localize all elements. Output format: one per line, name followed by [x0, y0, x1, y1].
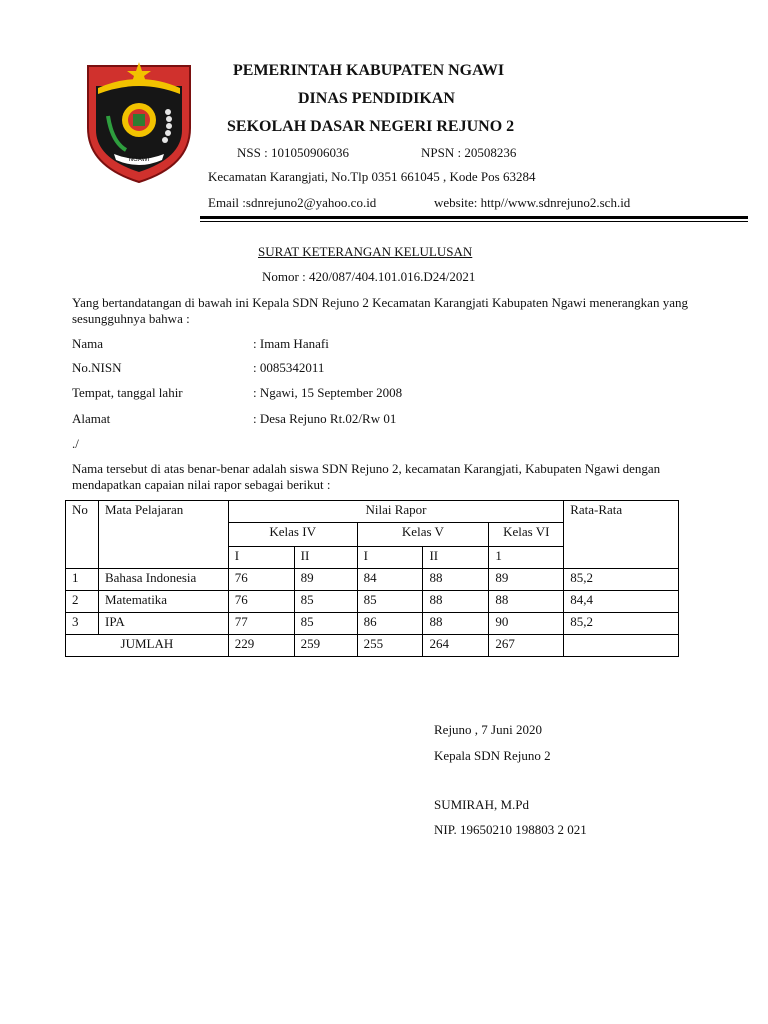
field-value-name: : Imam Hanafi [253, 336, 329, 351]
total-score: 267 [489, 635, 564, 657]
header-subject: Mata Pelajaran [98, 501, 228, 569]
header-npsn: NPSN : 20508236 [421, 145, 517, 160]
header-nss: NSS : 101050906036 [237, 145, 349, 160]
signature-nip: NIP. 19650210 198803 2 021 [434, 822, 587, 837]
table-row [66, 591, 679, 613]
header-divider-thick [200, 216, 748, 219]
letter-number: Nomor : 420/087/404.101.016.D24/2021 [262, 269, 476, 284]
table-row [66, 569, 679, 591]
semester-cell: 1 [489, 547, 564, 569]
total-label: JUMLAH [66, 635, 229, 657]
field-value-address: : Desa Rejuno Rt.02/Rw 01 [253, 411, 397, 426]
signature-place-date: Rejuno , 7 Juni 2020 [434, 722, 542, 737]
row-score: 89 [489, 569, 564, 591]
table-total-row [66, 635, 679, 657]
letter-statement: Nama tersebut di atas benar-benar adalah siswa SDN Rejuno 2, kecamatan Karangjati, Kabupaten Ngawi dengan mendapatkan capaian nilai rapor sebagai berikut : [72, 461, 661, 492]
row-subject: Matematika [98, 591, 228, 613]
row-score: 76 [228, 591, 294, 613]
signature-name: SUMIRAH, M.Pd [434, 797, 529, 812]
letter-intro: Yang bertandatangan di bawah ini Kepala SDN Rejuno 2 Kecamatan Karangjati Kabupaten Ngawi menerangkan yang sesungguhnya bahwa : [72, 295, 688, 326]
field-label-nisn: No.NISN [72, 360, 122, 375]
total-score: 255 [357, 635, 423, 657]
row-no: 1 [66, 569, 99, 591]
header-divider-thin [200, 221, 748, 222]
semester-cell: II [294, 547, 357, 569]
grades-table [65, 500, 679, 657]
table-row [66, 613, 679, 635]
field-value-birth: : Ngawi, 15 September 2008 [253, 385, 403, 400]
row-score: 88 [423, 613, 489, 635]
semester-cell: I [357, 547, 423, 569]
row-score: 88 [489, 591, 564, 613]
row-average: 84,4 [564, 591, 679, 613]
signature-position: Kepala SDN Rejuno 2 [434, 748, 551, 763]
row-average: 85,2 [564, 569, 679, 591]
total-score: 229 [228, 635, 294, 657]
row-score: 88 [423, 569, 489, 591]
header-average: Rata-Rata [564, 501, 679, 569]
header-no: No [66, 501, 99, 569]
row-subject: Bahasa Indonesia [98, 569, 228, 591]
header-kelas-6: Kelas VI [489, 523, 564, 547]
field-label-birth: Tempat, tanggal lahir [72, 385, 183, 400]
field-value-nisn: : 0085342011 [253, 360, 325, 375]
total-score: 259 [294, 635, 357, 657]
row-score: 90 [489, 613, 564, 635]
total-average [564, 635, 679, 657]
letter-title: SURAT KETERANGAN KELULUSAN [258, 244, 473, 259]
row-score: 89 [294, 569, 357, 591]
row-score: 85 [294, 591, 357, 613]
stray-mark: ./ [72, 436, 79, 451]
header-government: PEMERINTAH KABUPATEN NGAWI [233, 62, 505, 79]
row-score: 84 [357, 569, 423, 591]
row-average: 85,2 [564, 613, 679, 635]
row-score: 85 [294, 613, 357, 635]
logo-lettering: NGAWI [128, 156, 150, 163]
header-address: Kecamatan Karangjati, No.Tlp 0351 661045 , Kode Pos 63284 [208, 169, 536, 184]
header-email: Email :sdnrejuno2@yahoo.co.id [208, 195, 377, 210]
row-no: 2 [66, 591, 99, 613]
header-department: DINAS PENDIDIKAN [298, 90, 455, 107]
row-no: 3 [66, 613, 99, 635]
row-subject: IPA [98, 613, 228, 635]
header-kelas-5: Kelas V [357, 523, 489, 547]
header-website: website: http//www.sdnrejuno2.sch.id [434, 195, 631, 210]
row-score: 86 [357, 613, 423, 635]
table-header-row [66, 501, 679, 523]
row-score: 76 [228, 569, 294, 591]
total-score: 264 [423, 635, 489, 657]
field-label-address: Alamat [72, 411, 111, 426]
header-school-name: SEKOLAH DASAR NEGERI REJUNO 2 [227, 118, 515, 135]
semester-cell: II [423, 547, 489, 569]
row-score: 85 [357, 591, 423, 613]
header-report-scores: Nilai Rapor [228, 501, 563, 523]
field-label-name: Nama [72, 336, 104, 351]
row-score: 88 [423, 591, 489, 613]
semester-cell: I [228, 547, 294, 569]
row-score: 77 [228, 613, 294, 635]
header-kelas-4: Kelas IV [228, 523, 357, 547]
regency-crest-logo [84, 58, 194, 184]
